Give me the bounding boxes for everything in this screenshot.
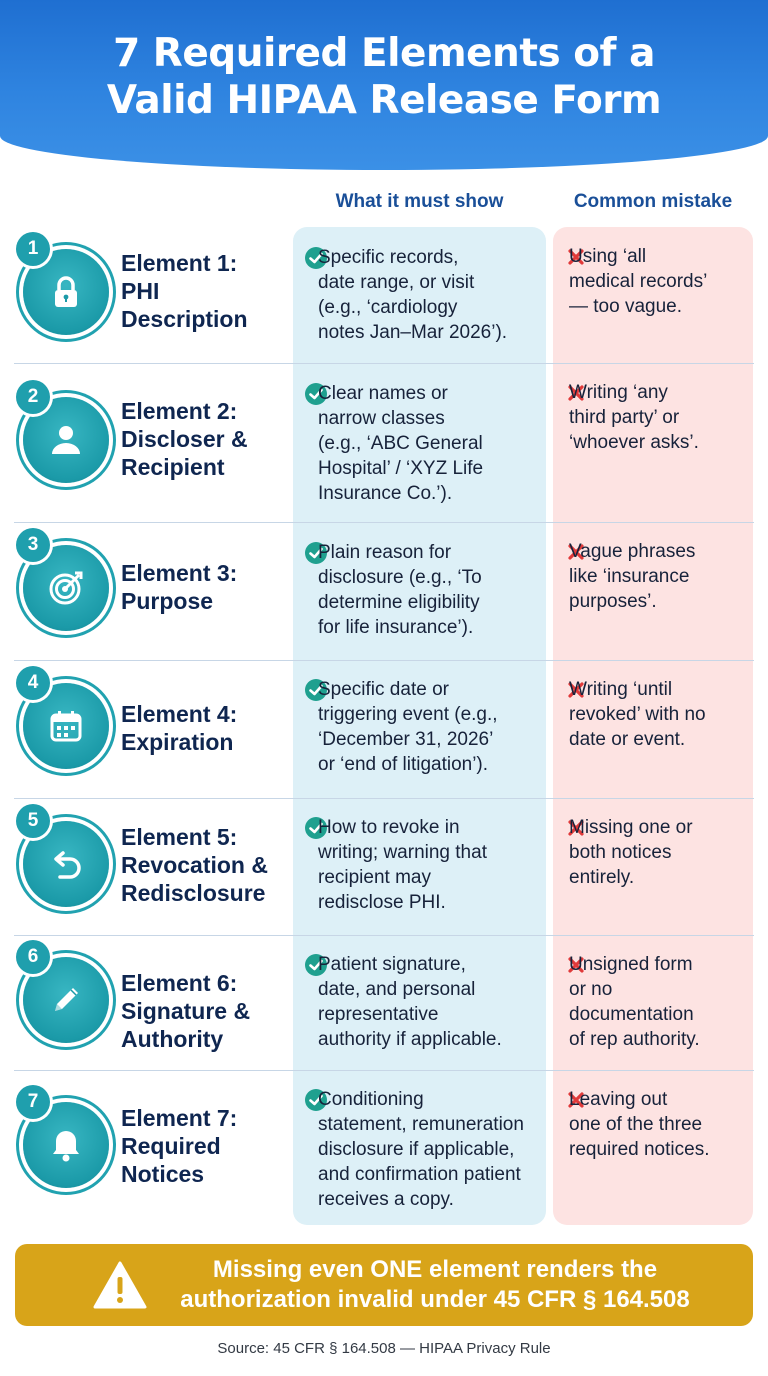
element-row [0,522,768,660]
element-title: Element 3: Purpose [121,560,238,614]
page-title [0,30,768,124]
mistake-text: Missing one or both notices entirely. [569,817,693,888]
warning-banner [15,1244,753,1326]
element-number: 3 [16,528,50,562]
must-show-column-header: What it must show [335,191,504,212]
element-number: 6 [16,940,50,974]
element-row [0,1070,768,1225]
element-number: 4 [16,666,50,700]
target-icon [46,568,86,608]
lock-icon [46,272,86,312]
must-show-text: Plain reason for disclosure (e.g., ‘To determine eligibility for life insurance’). [318,542,482,638]
row-divider [14,660,754,661]
row-divider [14,1070,754,1071]
element-row [0,227,768,363]
must-show-text: Specific date or triggering event (e.g., ‘December 31, 2026’ or ‘end of litigation’). [318,679,498,775]
pen-icon [46,980,86,1020]
element-title: Element 5: Revocation & Redisclosure [121,824,268,906]
element-number: 1 [16,232,50,266]
element-number: 2 [16,380,50,414]
element-row [0,935,768,1070]
must-show-text: Specific records, date range, or visit (e.g., ‘cardiology notes Jan–Mar 2026’). [318,247,508,343]
element-row [0,660,768,798]
element-row [0,798,768,935]
warning-line-2: authorization invalid under 45 CFR § 164.508 [180,1286,690,1313]
source-citation: Source: 45 CFR § 164.508 — HIPAA Privacy Rule [217,1340,551,1357]
title-line-2: Valid HIPAA Release Form [106,78,662,123]
element-title: Element 7: Required Notices [121,1105,238,1187]
element-title: Element 6: Signature & Authority [121,970,251,1052]
mistake-text: Vague phrases like ‘insurance purposes’. [569,541,696,612]
must-show-text: Clear names or narrow classes (e.g., ‘ABC General Hospital’ / ‘XYZ Life Insurance Co.’). [318,383,484,504]
row-divider [14,522,754,523]
mistake-text: Unsigned form or no documentation of rep authority. [569,954,700,1050]
mistake-text: Using ‘all medical records’ — too vague. [569,246,708,317]
must-show-text: Conditioning statement, remuneration disclosure if applicable, and confirmation patient receives a copy. [318,1089,524,1210]
calendar-icon [46,706,86,746]
header-banner [0,0,768,170]
bell-icon [46,1125,86,1165]
row-divider [14,798,754,799]
row-divider [14,935,754,936]
element-row [0,363,768,522]
element-title: Element 1: PHI Description [121,250,248,332]
element-title: Element 2: Discloser & Recipient [121,398,248,480]
element-number: 5 [16,804,50,838]
mistake-text: Writing ‘any third party’ or ‘whoever asks’. [569,382,699,453]
element-number: 7 [16,1085,50,1119]
mistake-text: Writing ‘until revoked’ with no date or event. [569,679,706,750]
undo-arrow-icon [46,844,86,884]
must-show-text: How to revoke in writing; warning that recipient may redisclose PHI. [318,817,487,913]
title-line-1: 7 Required Elements of a [113,31,655,76]
warning-text [155,1255,715,1315]
must-show-text: Patient signature, date, and personal representative authority if applicable. [318,954,502,1050]
row-divider [14,363,754,364]
warning-line-1: Missing even ONE element renders the [212,1256,658,1283]
mistake-column-header: Common mistake [573,191,733,212]
warning-triangle-icon [93,1260,147,1310]
user-icon [46,420,86,460]
element-title: Element 4: Expiration [121,701,238,755]
mistake-text: Leaving out one of the three required notices. [569,1089,710,1160]
